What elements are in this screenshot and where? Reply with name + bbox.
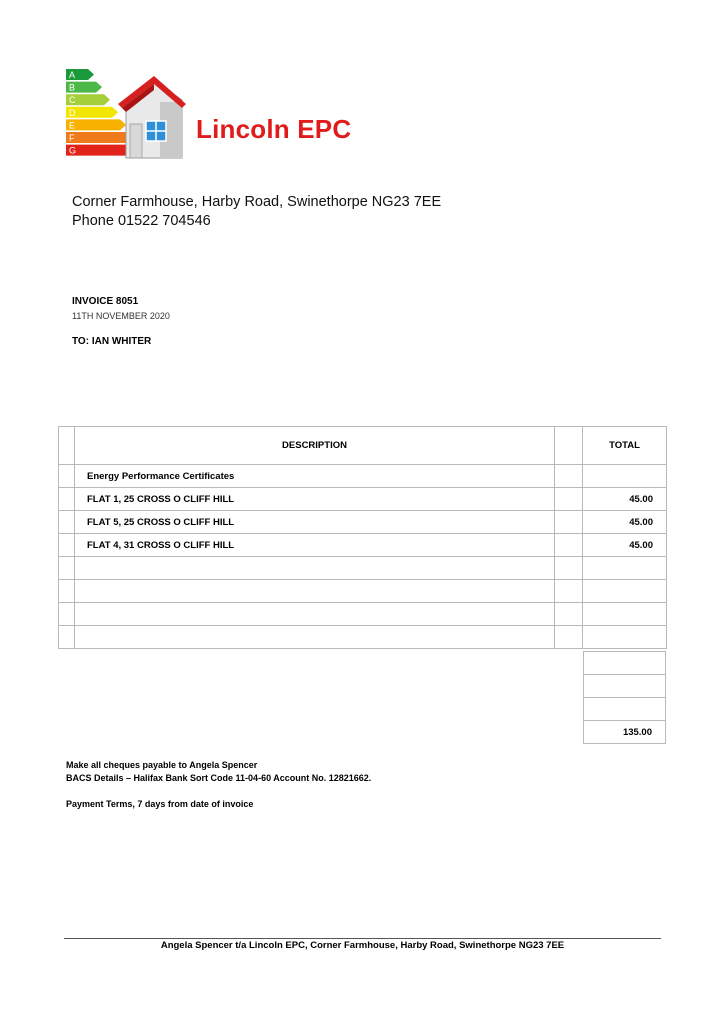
row-description: Energy Performance Certificates [75,465,555,488]
table-row [59,488,667,511]
table-cell [59,427,75,465]
table-cell [59,488,75,511]
summary-cell [584,675,666,698]
rating-bar-f [66,132,134,143]
table-cell [555,626,583,649]
table-cell [59,580,75,603]
row-total: 45.00 [583,488,667,511]
table-cell [59,626,75,649]
table-cell [555,534,583,557]
row-description: FLAT 5, 25 CROSS O CLIFF HILL [75,511,555,534]
row-description: FLAT 1, 25 CROSS O CLIFF HILL [75,488,555,511]
rating-letter: E [69,120,76,131]
total-header: TOTAL [583,427,667,465]
table-cell [59,511,75,534]
summary-row [584,652,666,675]
summary-table [583,651,666,744]
table-row [59,465,667,488]
table-cell [59,534,75,557]
table-cell [555,488,583,511]
summary-row [584,675,666,698]
table-row [59,603,667,626]
row-total [583,557,667,580]
row-total [583,580,667,603]
row-total [583,465,667,488]
invoice-table [58,426,667,649]
summary-row [584,721,666,744]
footer-divider [64,938,661,939]
table-cell [59,603,75,626]
row-description [75,626,555,649]
row-total [583,603,667,626]
summary-row [584,698,666,721]
invoice-number: INVOICE 8051 [72,296,139,307]
phone-line: Phone 01522 704546 [72,213,211,229]
rating-letter: B [69,82,76,93]
table-row [59,557,667,580]
row-description [75,557,555,580]
table-cell [555,427,583,465]
table-row [59,534,667,557]
footer-text: Angela Spencer t/a Lincoln EPC, Corner Farmhouse, Harby Road, Swinethorpe NG23 7EE [160,940,565,951]
row-total: 45.00 [583,534,667,557]
table-row [59,626,667,649]
grand-total: 135.00 [584,721,666,744]
table-cell [59,557,75,580]
row-description [75,603,555,626]
summary-cell [584,698,666,721]
payment-notes [66,759,371,811]
rating-letter: F [69,133,75,143]
house-icon [118,76,186,158]
brand-name: Lincoln EPC [196,114,352,144]
company-address [72,193,441,231]
table-cell [555,511,583,534]
rating-letter: D [69,107,76,118]
row-description: FLAT 4, 31 CROSS O CLIFF HILL [75,534,555,557]
terms-line: Payment Terms, 7 days from date of invoice [66,799,254,809]
description-header: DESCRIPTION [75,427,555,465]
table-row [59,580,667,603]
table-cell [59,465,75,488]
payable-line: Make all cheques payable to Angela Spencer [66,760,258,770]
rating-letter: C [69,95,76,106]
table-cell [555,557,583,580]
summary-cell [584,652,666,675]
invoice-date: 11TH NOVEMBER 2020 [72,311,170,321]
rating-letter: G [69,145,77,156]
address-line: Corner Farmhouse, Harby Road, Swinethorpe NG23 7EE [72,194,442,210]
table-header-row [59,427,667,465]
row-total [583,626,667,649]
rating-letter: A [69,70,76,80]
table-cell [555,580,583,603]
row-total: 45.00 [583,511,667,534]
table-cell [555,465,583,488]
table-row [59,511,667,534]
bacs-line: BACS Details – Halifax Bank Sort Code 11-04-60 Account No. 12821662. [66,773,372,783]
row-description [75,580,555,603]
invoice-recipient: TO: IAN WHITER [72,336,152,347]
table-cell [555,603,583,626]
energy-rating-house-logo [64,66,186,170]
